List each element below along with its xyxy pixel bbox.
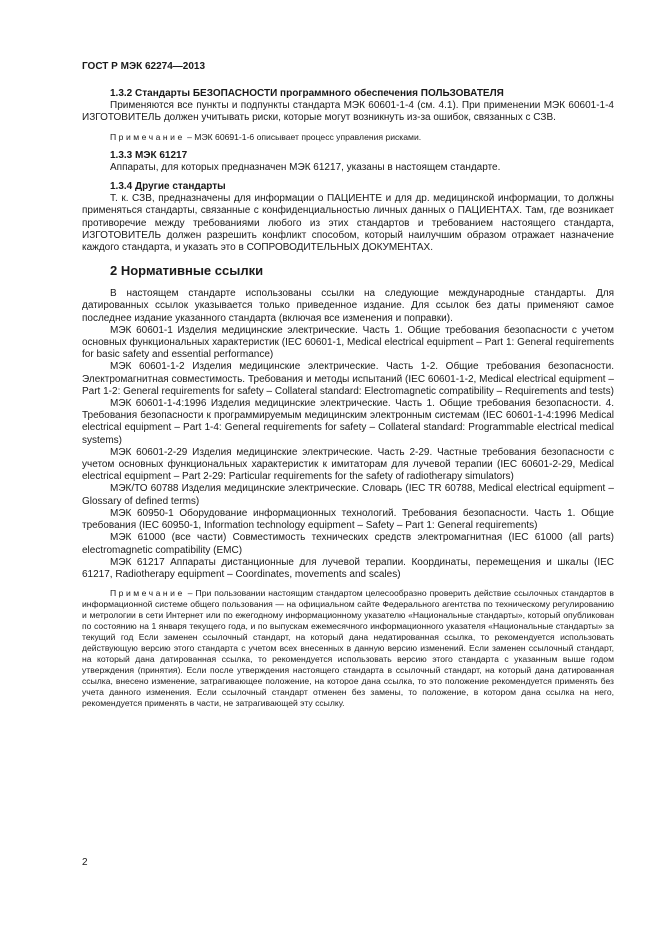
note-text: – При пользовании настоящим стандартом целесообразно проверить действие ссылочных стандартов в информационной системе общего пользования — на официальном сайте Федерального агентства по техническому регулированию и метрологии в сети Интернет или по ежегодному информационному указателю «Национальные стандарты», который опубликован по состоянию на 1 января текущего года, и по выпускам ежемесячного информационного указателя «Национальные стандарты» за текущий год Если заменен ссылочный стандарт, на который дана недатированная ссылка, то рекомендуется использовать действующую версию этого стандарта с учетом всех внесенных в данную версию изменений. Если заменен ссылочный стандарт, на который дана датированная ссылка, то рекомендуется использовать версию этого стандарта с указанным выше годом утверждения (принятия). Если после утверждения настоящего стандарта в ссылочный стандарт, на который дана датированная ссылка, внесено изменение, затрагивающее положение, на которое дана ссылка, то это положение рекомендуется применять без учета данного изменения. Если ссылочный стандарт отменен без замены, то положение, в котором дана ссылка на него, рекомендуется применять в части, не затрагивающей эту ссылку. — [82, 588, 614, 709]
reference-item: МЭК 61217 Аппараты дистанционные для лучевой терапии. Координаты, перемещения и шкалы (IEC 61217, Radiotherapy equipment – Coordinates, movements and scales) — [82, 556, 614, 580]
section-1-3-2-title: 1.3.2 Стандарты БЕЗОПАСНОСТИ программного обеспечения ПОЛЬЗОВАТЕЛЯ — [110, 88, 504, 99]
note-text: – МЭК 60691-1-6 описывает процесс управления рисками. — [184, 131, 422, 142]
reference-item: МЭК 60601-2-29 Изделия медицинские электрические. Часть 2-29. Частные требования безопасности с учетом основных функциональных характеристик к имитаторам для лучевой терапии (IEC 60601-2-29, Medical electrical equipment – Part 2-29: Particular requirements for the safety of radiotherapy simulators) — [82, 446, 614, 483]
section-1-3-3-text: Аппараты, для которых предназначен МЭК 61217, указаны в настоящем стандарте. — [110, 161, 501, 173]
reference-item: МЭК 60601-1-2 Изделия медицинские электрические. Часть 1-2. Общие требования безопасности. Электромагнитная совместимость. Требования и методы испытаний (IEC 60601-1-2, Medical electrical equipment – Part 1-2: General requirements for safety – Collateral standard: Electromagnetic compatibility – Requirements and tests) — [82, 361, 614, 397]
page-number: 2 — [82, 857, 88, 868]
reference-item: МЭК 60601-1-4:1996 Изделия медицинские электрические. Часть 1. Общие требования безопасности. 4. Требования безопасности к программируемым медицинским электронным системам (IEC 60601-1-4:1996 Medical electrical equipment – Part 1-4: General requirements for safety – Collateral standard: Programmable electrical medical systems) — [82, 398, 614, 446]
section-2-heading: 2 Нормативные ссылки — [110, 263, 264, 279]
section-1-3-4-title: 1.3.4 Другие стандарты — [110, 181, 226, 193]
reference-item: МЭК 60601-1 Изделия медицинские электрические. Часть 1. Общие требования безопасности с учетом основных функциональных характеристик (IEC 60601-1, Medical electrical equipment – Part 1: General requirements for basic safety and essential performance) — [82, 324, 614, 361]
note-label: Примечание — [110, 588, 185, 599]
section-1-3-2-text: Применяются все пункты и подпункты стандарта МЭК 60601-1-4 (см. 4.1). При применении МЭК 60601-1-4 ИЗГОТОВИТЕЛЬ должен учитывать риски, которые могут возникнуть из-за ошибок, связанных с СЗВ. — [82, 100, 614, 124]
reference-item: МЭК/ТО 60788 Изделия медицинские электрические. Словарь (IEC TR 60788, Medical electrical equipment – Glossary of defined terms) — [82, 483, 614, 507]
note-label: Примечание — [110, 131, 185, 142]
page-header: ГОСТ Р МЭК 62274—2013 — [82, 61, 206, 72]
reference-item: МЭК 61000 (все части) Совместимость технических средств электромагнитная (IEC 61000 (all parts) electromagnetic compatibility (EMC) — [82, 532, 614, 556]
reference-item: МЭК 60950-1 Оборудование информационных технологий. Требования безопасности. Часть 1. Общие требования (IEC 60950-1, Information technology equipment – Safety – Part 1: General requirements) — [82, 507, 614, 532]
section-1-3-3-title: 1.3.3 МЭК 61217 — [110, 149, 188, 161]
page-content — [82, 88, 614, 709]
section-1-3-4-text: Т. к. СЗВ, предназначены для информации о ПАЦИЕНТЕ и для др. медицинской информации, то должны применяться стандарты, связанные с конфиденциальностью личных данных о ПАЦИЕНТАХ. Там, где возникает противоречие между требованиями любого из этих стандартов и требованием настоящего стандарта, ИЗГОТОВИТЕЛЬ должен разрешить конфликт способом, который наилучшим образом отражает назначение каждого стандарта, и указать это в СОПРОВОДИТЕЛЬНЫХ ДОКУМЕНТАХ. — [82, 193, 614, 254]
note-1-3-2 — [82, 132, 614, 143]
note-section-2 — [82, 588, 614, 709]
section-2-intro: В настоящем стандарте использованы ссылки на следующие международные стандарты. Для датированных ссылок указывается только приведенное издание. Для ссылок без даты применяют самое последнее издание указанного стандарта (включая все изменения и поправки). — [82, 288, 614, 324]
